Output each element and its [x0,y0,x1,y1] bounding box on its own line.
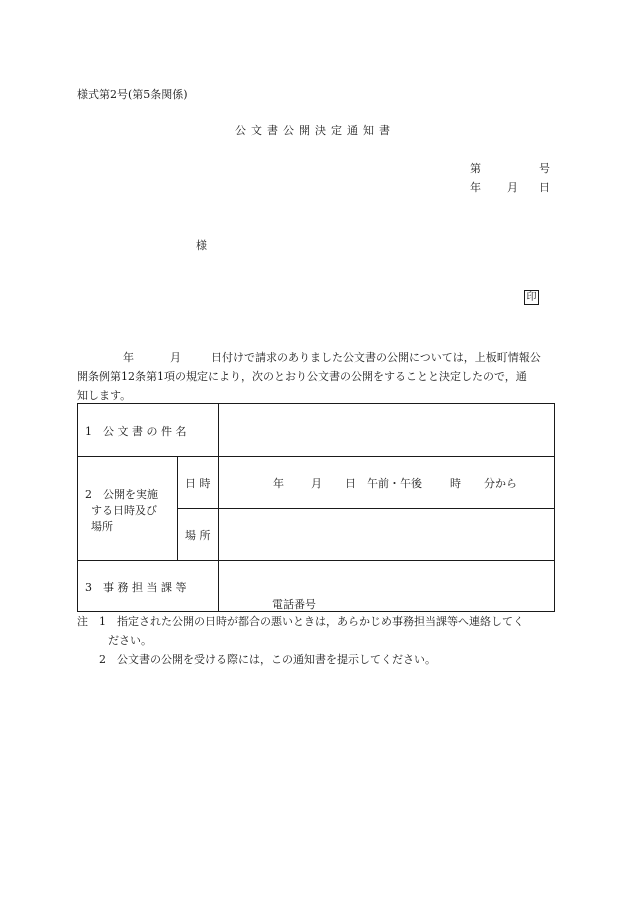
seal-mark: 印 [524,290,539,305]
schedule-label-line-1: 2 公開を実施 [85,488,158,501]
row-divider-2 [177,508,554,509]
row-divider-3 [78,560,554,561]
subject-label: 1 公 文 書 の 件 名 [85,425,187,438]
row-divider-1 [78,456,554,457]
place-label: 場 所 [185,529,211,542]
form-number-label: 様式第2号(第5条関係) [77,88,188,101]
body-month: 月 [170,351,181,364]
datetime-day: 日 [345,477,356,490]
date-day: 日 [539,181,550,194]
addressee-honorific: 様 [196,239,207,252]
body-line-1-rest: 日付けで請求のありました公文書の公開については，上板町情報公 [211,351,541,364]
document-title: 公文書公開決定通知書 [235,124,395,137]
datetime-from: 分から [484,477,517,490]
body-line-1 [77,348,555,367]
label-column-divider [218,404,219,611]
body-line-2: 開条例第12条第1項の規定により，次のとおり公文書の公開をすることと決定したので，通 [77,370,527,383]
department-label: 3 事 務 担 当 課 等 [85,581,187,594]
datetime-label: 日 時 [185,477,211,490]
schedule-label-line-3: 場所 [91,520,113,533]
phone-number-label: 電話番号 [272,598,316,611]
note-1-line-1: 注 1 指定された公開の日時が都合の悪いときは，あらかじめ事務担当課等へ連絡してく [77,615,524,628]
sublabel-column-divider [177,456,178,560]
datetime-hour: 時 [450,477,461,490]
notice-body [77,348,555,405]
date-month: 月 [507,181,518,194]
body-year: 年 [123,351,134,364]
datetime-year: 年 [273,477,284,490]
notes-section [77,612,555,669]
number-prefix: 第 [470,162,481,175]
schedule-label-line-2: する日時及び [91,504,157,517]
decision-details-table [77,403,555,612]
body-line-3: 知します。 [77,389,132,402]
note-2: 2 公文書の公開を受ける際には，この通知書を提示してください。 [99,653,436,666]
datetime-ampm: 午前・午後 [367,477,422,490]
date-year: 年 [470,181,481,194]
number-suffix: 号 [539,162,550,175]
note-1-line-2: ださい。 [108,634,152,647]
datetime-month: 月 [311,477,322,490]
